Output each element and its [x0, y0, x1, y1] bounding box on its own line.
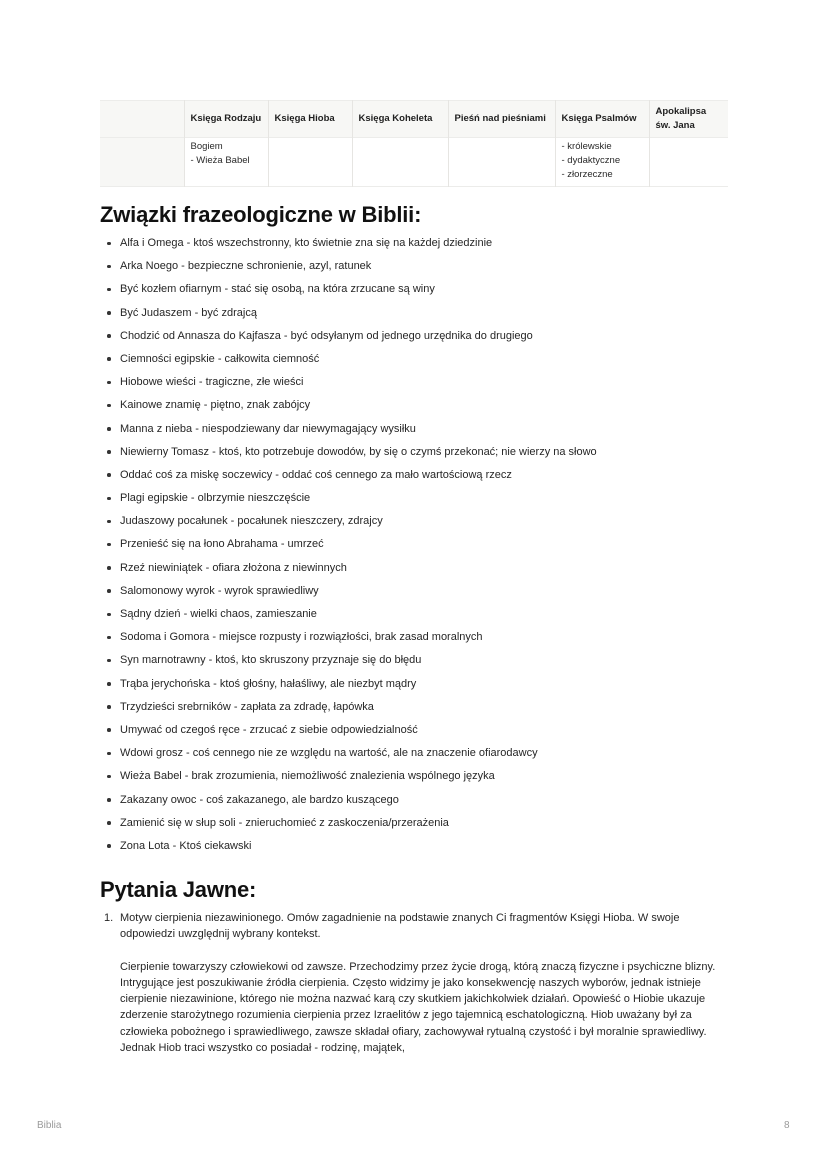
- list-item: Zakazany owoc - coś zakazanego, ale bardzo kuszącego: [100, 792, 597, 815]
- table-header-cell: Księga Rodzaju: [184, 101, 268, 138]
- table-header-cell: Księga Koheleta: [352, 101, 448, 138]
- questions-list: [100, 910, 730, 1056]
- table-header-row: [100, 101, 728, 138]
- list-item: Zona Lota - Ktoś ciekawski: [100, 838, 597, 861]
- answer-text: Cierpienie towarzyszy człowiekowi od zawsze. Przechodzimy przez życie drogą, którą znaczą fizyczne i psychiczne blizny. Intrygujące jest poszukiwanie źródła cierpienia. Często widzimy je jako konsekwencję naszych wyborów, jednak istnieje cierpienie niezawinione, którego nie można nazwać karą czy skutkiem jakichkolwiek działań. Opowieść o Hiobie ukazuje zderzenie starożytnego rozumienia cierpienia przez Izraelitów z jego tajemnicą eschatologiczną. Hiob uważany był za człowieka pobożnego i sprawiedliwego, zawsze składał ofiary, zachowywał rytualną czystość i był moralnie sprawiedliwy. Jednak Hiob traci wszystko co posiadał - rodzinę, majątek,: [120, 960, 716, 1055]
- list-item: Plagi egipskie - olbrzymie nieszczęście: [100, 490, 597, 513]
- list-item: Umywać od czegoś ręce - zrzucać z siebie odpowiedzialność: [100, 722, 597, 745]
- list-item: Hiobowe wieści - tragiczne, złe wieści: [100, 374, 597, 397]
- list-item: Arka Noego - bezpieczne schronienie, azyl, ratunek: [100, 258, 597, 281]
- books-table: [100, 100, 728, 187]
- table-cell: [352, 138, 448, 187]
- list-item: Alfa i Omega - ktoś wszechstronny, kto świetnie zna się na każdej dziedzinie: [100, 235, 597, 258]
- list-item: Syn marnotrawny - ktoś, kto skruszony przyznaje się do błędu: [100, 652, 597, 675]
- cell-line: - dydaktyczne: [561, 155, 621, 166]
- list-item: Sodoma i Gomora - miejsce rozpusty i rozwiązłości, brak zasad moralnych: [100, 629, 597, 652]
- list-item: Wieża Babel - brak zrozumienia, niemożliwość znalezienia wspólnego języka: [100, 768, 597, 791]
- list-item: Manna z nieba - niespodziewany dar niewymagający wysiłku: [100, 421, 597, 444]
- table-cell: [649, 138, 728, 187]
- table-header-cell: [100, 101, 184, 138]
- phrases-list: [100, 235, 597, 861]
- list-item: Oddać coś za miskę soczewicy - oddać coś cennego za mało wartościową rzecz: [100, 467, 597, 490]
- table-cell: [555, 138, 649, 187]
- list-item: Przenieść się na łono Abrahama - umrzeć: [100, 536, 597, 559]
- list-item: Zamienić się w słup soli - znieruchomieć z zaskoczenia/przerażenia: [100, 815, 597, 838]
- cell-line: - złorzeczne: [561, 169, 613, 180]
- list-item: Kainowe znamię - piętno, znak zabójcy: [100, 397, 597, 420]
- section-heading-questions: Pytania Jawne:: [100, 877, 257, 902]
- table-cell: [184, 138, 268, 187]
- question-text: Motyw cierpienia niezawinionego. Omów zagadnienie na podstawie znanych Ci fragmentów Księgi Hioba. W swoje odpowiedzi uwzględnij wybrany kontekst.: [120, 912, 680, 941]
- table-row-header-cell: [100, 138, 184, 187]
- list-item: Być Judaszem - być zdrajcą: [100, 305, 597, 328]
- table-row: [100, 138, 728, 187]
- list-item: Rzeź niewiniątek - ofiara złożona z niewinnych: [100, 560, 597, 583]
- table-cell: [448, 138, 555, 187]
- cell-line: - królewskie: [561, 141, 612, 152]
- cell-line: Bogiem: [190, 141, 223, 152]
- list-item: Salomonowy wyrok - wyrok sprawiedliwy: [100, 583, 597, 606]
- list-item: Ciemności egipskie - całkowita ciemność: [100, 351, 597, 374]
- question-item: [100, 910, 730, 1056]
- list-item: Trzydzieści srebrników - zapłata za zdradę, łapówka: [100, 699, 597, 722]
- table-header-cell: Pieśń nad pieśniami: [448, 101, 555, 138]
- list-item: Judaszowy pocałunek - pocałunek nieszczery, zdrajcy: [100, 513, 597, 536]
- list-item: Sądny dzień - wielki chaos, zamieszanie: [100, 606, 597, 629]
- list-item: Być kozłem ofiarnym - stać się osobą, na która zrzucane są winy: [100, 281, 597, 304]
- table-header-cell: Księga Psalmów: [555, 101, 649, 138]
- section-heading-phrases: Związki frazeologiczne w Biblii:: [100, 202, 422, 227]
- list-item: Niewierny Tomasz - ktoś, kto potrzebuje dowodów, by się o czymś przekonać; nie wierzy na słowo: [100, 444, 597, 467]
- footer-document-title: Biblia: [37, 1120, 62, 1131]
- table-cell: [268, 138, 352, 187]
- table-header-cell: Księga Hioba: [268, 101, 352, 138]
- list-item: Trąba jerychońska - ktoś głośny, hałaśliwy, ale niezbyt mądry: [100, 676, 597, 699]
- cell-line: - Wieża Babel: [190, 155, 250, 166]
- footer-page-number: 8: [784, 1120, 790, 1131]
- question-number: 1.: [104, 912, 114, 924]
- list-item: Chodzić od Annasza do Kajfasza - być odsyłanym od jednego urzędnika do drugiego: [100, 328, 597, 351]
- list-item: Wdowi grosz - coś cennego nie ze względu na wartość, ale na znaczenie ofiarodawcy: [100, 745, 597, 768]
- table-header-cell: Apokalipsa św. Jana: [649, 101, 728, 138]
